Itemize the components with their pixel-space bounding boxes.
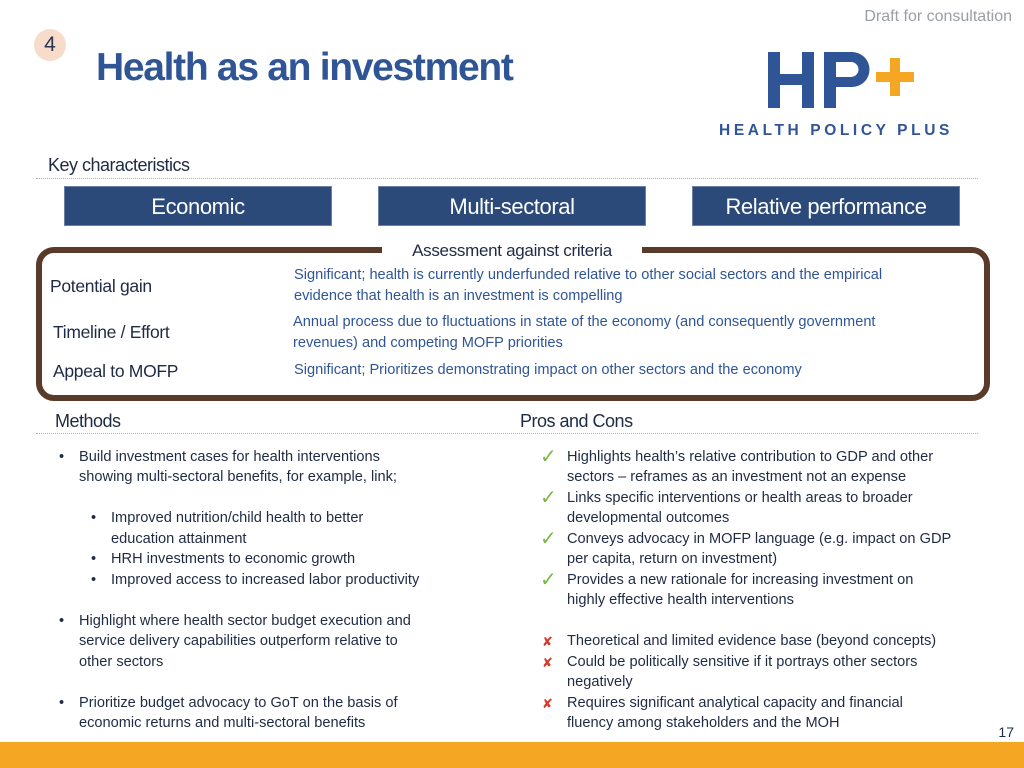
check-icon: ✓: [540, 569, 557, 591]
criterion-label-potential-gain: Potential gain: [50, 276, 152, 296]
check-icon: ✓: [540, 487, 557, 509]
pro-line: highly effective health interventions: [567, 592, 794, 608]
page-number: 17: [998, 724, 1014, 740]
pro-line: Provides a new rationale for increasing investment on: [567, 572, 914, 588]
methods-label: Methods: [55, 411, 121, 431]
methods-line: showing multi-sectoral benefits, for example, link;: [79, 469, 397, 485]
criterion-value-line: Annual process due to fluctuations in state of the economy (and consequently government: [293, 314, 876, 330]
pro-line: developmental outcomes: [567, 510, 730, 526]
pro-line: Conveys advocacy in MOFP language (e.g. impact on GDP: [567, 531, 952, 547]
methods-line: service delivery capabilities outperform relative to: [79, 633, 398, 649]
criterion-value-line: revenues) and competing MOFP priorities: [293, 334, 563, 351]
check-icon: ✓: [540, 528, 557, 550]
bullet-icon: •: [91, 551, 97, 567]
bullet-icon: •: [59, 613, 65, 629]
methods-line: HRH investments to economic growth: [111, 551, 356, 567]
pros-cons-label: Pros and Cons: [520, 411, 633, 431]
criterion-label-timeline-effort: Timeline / Effort: [53, 322, 170, 342]
methods-line: Improved nutrition/child health to better: [111, 510, 364, 526]
con-line: Requires significant analytical capacity and financial: [567, 695, 903, 711]
characteristic-multi-sectoral: Multi-sectoral: [378, 186, 646, 226]
page-title: Health as an investment: [96, 46, 513, 89]
draft-note: Draft for consultation: [864, 8, 1012, 25]
bullet-icon: •: [91, 572, 97, 588]
pro-line: Links specific interventions or health areas to broader: [567, 490, 913, 506]
cross-icon: ✘: [542, 655, 553, 670]
key-characteristics-label: Key characteristics: [48, 155, 190, 175]
con-line: Theoretical and limited evidence base (beyond concepts): [567, 633, 937, 649]
methods-line: Improved access to increased labor productivity: [111, 572, 420, 588]
cross-icon: ✘: [542, 696, 553, 711]
con-line: negatively: [567, 674, 633, 690]
logo-text: HEALTH POLICY PLUS: [719, 122, 953, 139]
check-icon: ✓: [540, 446, 557, 468]
pro-line: per capita, return on investment): [567, 551, 778, 567]
assessment-title: Assessment against criteria: [382, 239, 642, 263]
methods-line: Prioritize budget advocacy to GoT on the basis of: [79, 695, 398, 711]
bullet-icon: •: [59, 695, 65, 711]
criterion-value-line: Significant; health is currently underfunded relative to other social sectors and the empirical: [294, 267, 883, 283]
section-number-badge: 4: [34, 29, 66, 61]
methods-line: other sectors: [79, 654, 164, 670]
characteristic-relative-performance: Relative performance: [692, 186, 960, 226]
methods-line: Highlight where health sector budget execution and: [79, 613, 411, 629]
con-line: fluency among stakeholders and the MOH: [567, 715, 840, 731]
methods-line: Build investment cases for health interventions: [79, 449, 380, 465]
pro-line: sectors – reframes as an investment not an expense: [567, 469, 907, 485]
criterion-value-line: Significant; Prioritizes demonstrating impact on other sectors and the economy: [294, 362, 802, 378]
pro-line: Highlights health’s relative contribution to GDP and other: [567, 449, 934, 465]
cross-icon: ✘: [542, 634, 553, 649]
criterion-value-line: evidence that health is an investment is compelling: [294, 287, 623, 304]
footer-bar: [0, 742, 1024, 768]
methods-line: economic returns and multi-sectoral benefits: [79, 715, 366, 731]
methods-line: education attainment: [111, 531, 247, 547]
bullet-icon: •: [91, 510, 97, 526]
con-line: Could be politically sensitive if it portrays other sectors: [567, 654, 918, 670]
criterion-label-appeal-to-mofp: Appeal to MOFP: [53, 361, 179, 381]
bullet-icon: •: [59, 449, 65, 465]
characteristic-economic: Economic: [64, 186, 332, 226]
